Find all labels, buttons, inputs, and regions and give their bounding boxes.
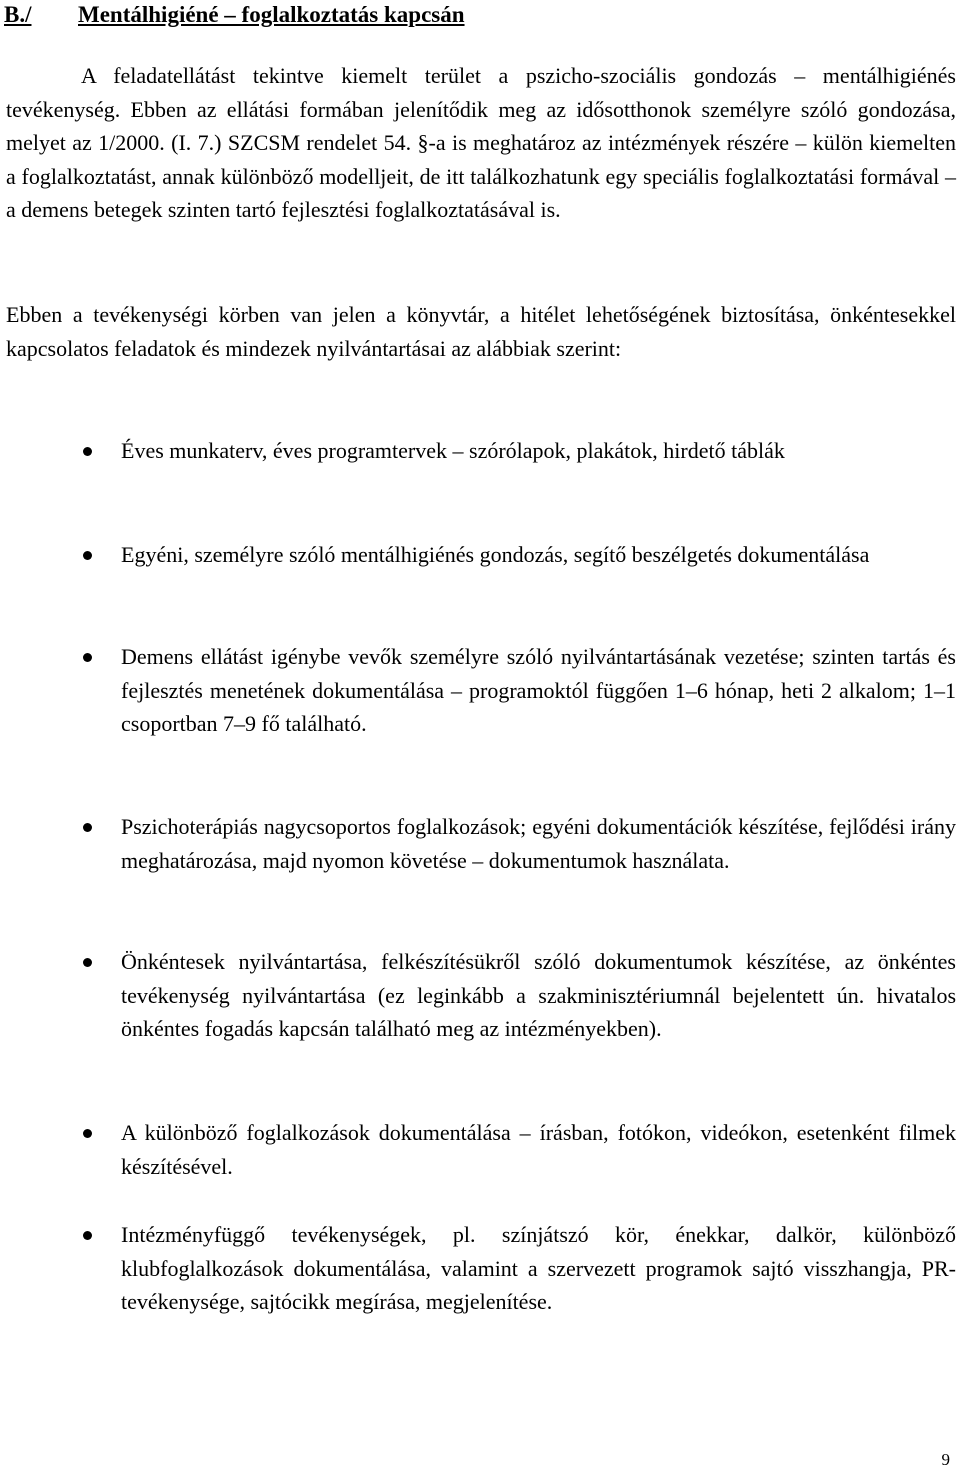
list-item-text: Önkéntesek nyilvántartása, felkészítésükről szóló dokumentumok készítése, az önkéntes tevékenység nyilvántartása (ez leginkább a szakminisztériumnál bejelentett ún. hivatalos önkéntes fogadás kapcsán található meg az intézményekben). [121, 949, 956, 1041]
bullet-icon [83, 823, 92, 832]
list-item [121, 1116, 956, 1183]
section-heading [4, 0, 465, 30]
list-item [121, 538, 956, 572]
list-item-text: A különböző foglalkozások dokumentálása – írásban, fotókon, videókon, esetenként filmek készítésével. [121, 1120, 956, 1179]
list-item-text: Egyéni, személyre szóló mentálhigiénés gondozás, segítő beszélgetés dokumentálása [121, 542, 870, 567]
bullet-icon [83, 1231, 92, 1240]
list-item-text: Éves munkaterv, éves programtervek – szórólapok, plakátok, hirdető táblák [121, 438, 785, 463]
bullet-icon [83, 958, 92, 967]
list-item [121, 1218, 956, 1319]
list-item [121, 810, 956, 877]
list-item [121, 640, 956, 741]
scope-paragraph: Ebben a tevékenységi körben van jelen a könyvtár, a hitélet lehetőségének biztosítása, önkéntesekkel kapcsolatos feladatok és mindezek nyilvántartásai az alábbiak szerint: [6, 302, 956, 361]
list-item-text: Pszichoterápiás nagycsoportos foglalkozások; egyéni dokumentációk készítése, fejlődési irány meghatározása, majd nyomon követése – dokumentumok használata. [121, 814, 956, 873]
bullet-icon [83, 551, 92, 560]
section-number: B./ [4, 2, 32, 27]
list-item [121, 945, 956, 1046]
list-item-text: Intézményfüggő tevékenységek, pl. színjátszó kör, énekkar, dalkör, különböző klubfoglalkozások dokumentálása, valamint a szervezett programok sajtó visszhangja, PR-tevékenysége, sajtócikk megírása, megjelenítése. [121, 1222, 956, 1314]
list-item-text: Demens ellátást igénybe vevők személyre szóló nyilvántartásának vezetése; szinten tartás és fejlesztés menetének dokumentálása – programoktól függően 1–6 hónap, heti 2 alkalom; 1–1 csoportban 7–9 fő található. [121, 644, 956, 736]
bullet-icon [83, 653, 92, 662]
list-item [121, 434, 956, 468]
section-title: Mentálhigiéné – foglalkoztatás kapcsán [78, 2, 465, 27]
bullet-icon [83, 447, 92, 456]
bullet-icon [83, 1129, 92, 1138]
page-number: 9 [941, 1450, 950, 1469]
intro-paragraph: A feladatellátást tekintve kiemelt terület a pszicho-szociális gondozás – mentálhigiénés tevékenység. Ebben az ellátási formában jelenítődik meg az idősotthonok személyre szóló gondozása, melyet az 1/2000. (I. 7.) SZCSM rendelet 54. §-a is meghatároz az intézmények részére – külön kiemelten a foglalkoztatást, annak különböző modelljeit, de itt találkozhatunk egy speciális foglalkoztatási formával – a demens betegek szinten tartó fejlesztési foglalkoztatásával is. [6, 63, 956, 222]
